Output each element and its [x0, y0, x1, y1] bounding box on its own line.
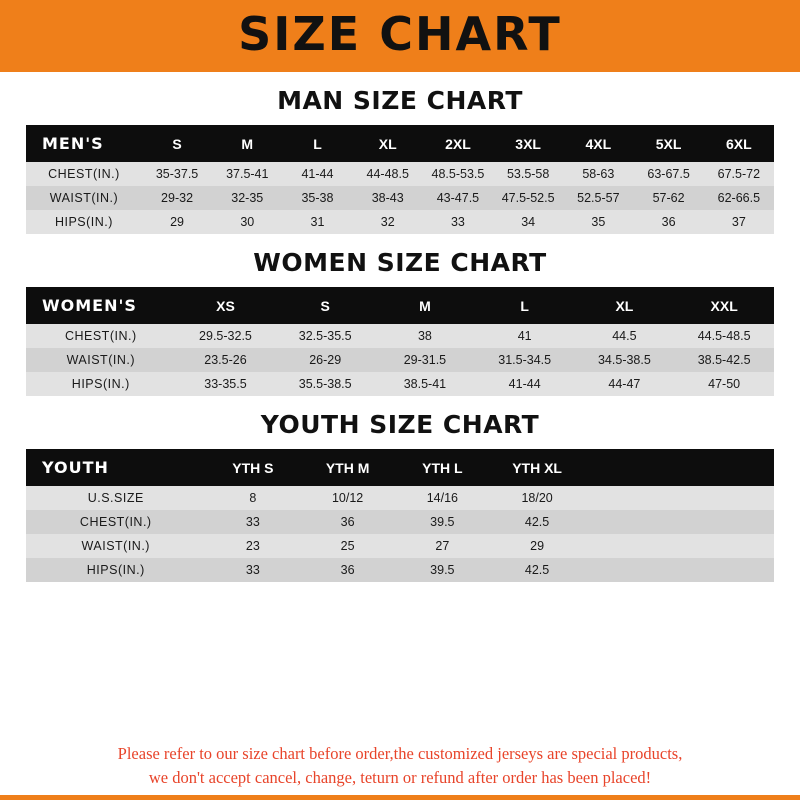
cell: 53.5-58 [493, 162, 563, 186]
column-header: L [475, 287, 575, 324]
row-label: WAIST(IN.) [26, 348, 176, 372]
cell: 47.5-52.5 [493, 186, 563, 210]
column-header: YTH L [395, 449, 490, 486]
footer-note [0, 734, 800, 800]
cell: 31 [282, 210, 352, 234]
cell: 48.5-53.5 [423, 162, 493, 186]
row-header-label: MEN'S [26, 125, 142, 162]
row-label: CHEST(IN.) [26, 510, 206, 534]
cell: 32-35 [212, 186, 282, 210]
column-header: YTH S [206, 449, 301, 486]
table-row [26, 186, 774, 210]
cell: 41-44 [475, 372, 575, 396]
cell: 18/20 [490, 486, 585, 510]
cell: 35-38 [282, 186, 352, 210]
cell: 36 [300, 510, 395, 534]
section-title-women: WOMEN SIZE CHART [253, 248, 547, 277]
table-youth [26, 449, 774, 582]
cell: 29-32 [142, 186, 212, 210]
column-header: M [212, 125, 282, 162]
row-label: HIPS(IN.) [26, 558, 206, 582]
cell: 42.5 [490, 510, 585, 534]
cell: 23.5-26 [176, 348, 276, 372]
section-title-youth: YOUTH SIZE CHART [260, 410, 540, 439]
table-row [26, 558, 774, 582]
cell: 33 [206, 558, 301, 582]
column-header: M [375, 287, 475, 324]
cell: 35 [563, 210, 633, 234]
cell: 37 [704, 210, 774, 234]
column-header: L [282, 125, 352, 162]
cell: 42.5 [490, 558, 585, 582]
table-header-row [26, 449, 774, 486]
row-label: CHEST(IN.) [26, 162, 142, 186]
footer-line-2: we don't accept cancel, change, teturn or refund after order has been placed! [148, 768, 652, 788]
section-youth [0, 410, 800, 582]
cell: 37.5-41 [212, 162, 282, 186]
cell: 27 [395, 534, 490, 558]
cell: 62-66.5 [704, 186, 774, 210]
section-title-man: MAN SIZE CHART [277, 86, 523, 115]
cell [584, 558, 679, 582]
cell: 52.5-57 [563, 186, 633, 210]
cell: 31.5-34.5 [475, 348, 575, 372]
cell: 35-37.5 [142, 162, 212, 186]
column-header: XL [575, 287, 675, 324]
column-header: YTH M [300, 449, 395, 486]
table-row [26, 372, 774, 396]
cell: 38.5-41 [375, 372, 475, 396]
section-women [0, 248, 800, 396]
cell: 10/12 [300, 486, 395, 510]
table-row [26, 534, 774, 558]
cell: 14/16 [395, 486, 490, 510]
row-label: WAIST(IN.) [26, 186, 142, 210]
cell: 57-62 [633, 186, 703, 210]
cell: 44.5 [575, 324, 675, 348]
cell: 38 [375, 324, 475, 348]
row-label: CHEST(IN.) [26, 324, 176, 348]
row-label: HIPS(IN.) [26, 372, 176, 396]
cell: 33 [206, 510, 301, 534]
column-header: S [142, 125, 212, 162]
cell: 26-29 [275, 348, 375, 372]
cell: 32 [353, 210, 423, 234]
cell: 63-67.5 [633, 162, 703, 186]
row-label: WAIST(IN.) [26, 534, 206, 558]
table-row [26, 210, 774, 234]
cell: 36 [300, 558, 395, 582]
cell: 38.5-42.5 [674, 348, 774, 372]
table-row [26, 162, 774, 186]
header-banner [0, 0, 800, 72]
cell: 32.5-35.5 [275, 324, 375, 348]
cell [679, 486, 774, 510]
cell: 36 [633, 210, 703, 234]
table-row [26, 510, 774, 534]
table-header-row [26, 125, 774, 162]
cell [584, 510, 679, 534]
table-row [26, 486, 774, 510]
column-header: YTH XL [490, 449, 585, 486]
cell: 43-47.5 [423, 186, 493, 210]
column-header: 4XL [563, 125, 633, 162]
cell: 33-35.5 [176, 372, 276, 396]
section-man [0, 86, 800, 234]
column-header: 6XL [704, 125, 774, 162]
cell [584, 534, 679, 558]
cell [679, 510, 774, 534]
cell: 41 [475, 324, 575, 348]
table-header-row [26, 287, 774, 324]
cell: 23 [206, 534, 301, 558]
cell: 29.5-32.5 [176, 324, 276, 348]
table-row [26, 348, 774, 372]
cell: 29 [490, 534, 585, 558]
row-label: HIPS(IN.) [26, 210, 142, 234]
row-label: U.S.SIZE [26, 486, 206, 510]
row-header-label: YOUTH [26, 449, 206, 486]
column-header: 3XL [493, 125, 563, 162]
page-title: SIZE CHART [238, 7, 562, 61]
column-header: XXL [674, 287, 774, 324]
cell: 47-50 [674, 372, 774, 396]
table-women [26, 287, 774, 396]
cell: 29-31.5 [375, 348, 475, 372]
cell: 44.5-48.5 [674, 324, 774, 348]
cell: 41-44 [282, 162, 352, 186]
cell: 34 [493, 210, 563, 234]
cell: 44-48.5 [353, 162, 423, 186]
cell: 58-63 [563, 162, 633, 186]
row-header-label: WOMEN'S [26, 287, 176, 324]
cell: 33 [423, 210, 493, 234]
column-header: S [275, 287, 375, 324]
column-header: 5XL [633, 125, 703, 162]
cell: 44-47 [575, 372, 675, 396]
cell: 25 [300, 534, 395, 558]
cell: 67.5-72 [704, 162, 774, 186]
cell: 34.5-38.5 [575, 348, 675, 372]
table-man [26, 125, 774, 234]
table-row [26, 324, 774, 348]
cell [584, 486, 679, 510]
cell: 35.5-38.5 [275, 372, 375, 396]
cell: 30 [212, 210, 282, 234]
footer-accent-rule [0, 795, 800, 800]
cell: 38-43 [353, 186, 423, 210]
cell [679, 534, 774, 558]
cell: 39.5 [395, 510, 490, 534]
column-header: XS [176, 287, 276, 324]
cell: 29 [142, 210, 212, 234]
footer-line-1: Please refer to our size chart before order,the customized jerseys are special products, [117, 744, 683, 764]
cell: 8 [206, 486, 301, 510]
cell [679, 558, 774, 582]
column-header: XL [353, 125, 423, 162]
cell: 39.5 [395, 558, 490, 582]
column-header [584, 449, 679, 486]
column-header [679, 449, 774, 486]
column-header: 2XL [423, 125, 493, 162]
